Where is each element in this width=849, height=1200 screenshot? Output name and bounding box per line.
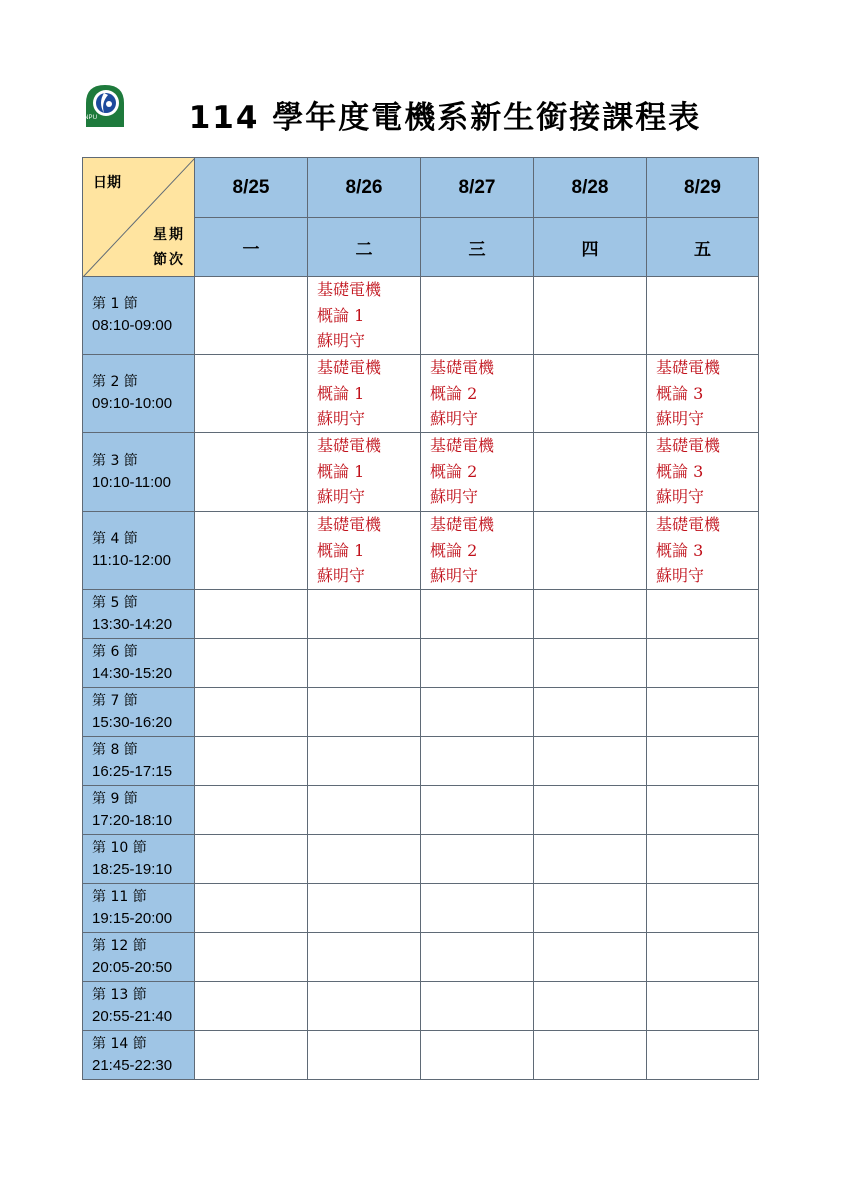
period-row (83, 355, 759, 433)
date-header: 8/28 (534, 158, 647, 218)
empty-cell (195, 737, 308, 786)
course-name: 基礎電機 (317, 358, 382, 377)
empty-cell (647, 835, 759, 884)
empty-cell (647, 688, 759, 737)
period-label: 第 4 節 (92, 531, 138, 547)
empty-cell (195, 982, 308, 1031)
period-time: 18:25-19:10 (92, 860, 173, 878)
empty-cell (195, 355, 308, 433)
period-row (83, 737, 759, 786)
period-cell (83, 433, 195, 512)
course-cell (647, 512, 759, 590)
empty-cell (534, 737, 647, 786)
course-section: 概論 2 (430, 540, 478, 560)
period-row (83, 786, 759, 835)
empty-cell (647, 590, 759, 639)
course-name: 基礎電機 (317, 436, 382, 455)
empty-cell (534, 1031, 647, 1080)
empty-cell (534, 590, 647, 639)
course-cell (421, 355, 534, 433)
course-instructor: 蘇明守 (430, 409, 479, 428)
period-row (83, 433, 759, 512)
course-name: 基礎電機 (430, 358, 495, 377)
empty-cell (308, 590, 421, 639)
period-label: 第 13 節 (92, 986, 147, 1003)
course-instructor: 蘇明守 (317, 409, 366, 428)
course-instructor: 蘇明守 (430, 566, 479, 585)
empty-cell (195, 933, 308, 982)
empty-cell (195, 639, 308, 688)
weekday-header: 一 (195, 218, 308, 277)
period-cell (83, 884, 195, 933)
period-time: 16:25-17:15 (92, 762, 173, 780)
date-header: 8/25 (195, 158, 308, 218)
period-cell (83, 786, 195, 835)
empty-cell (308, 982, 421, 1031)
empty-cell (421, 277, 534, 355)
course-instructor: 蘇明守 (656, 409, 705, 428)
empty-cell (308, 639, 421, 688)
period-row (83, 982, 759, 1031)
empty-cell (647, 884, 759, 933)
period-time: 20:55-21:40 (92, 1007, 173, 1025)
course-instructor: 蘇明守 (656, 566, 705, 585)
course-instructor: 蘇明守 (656, 487, 705, 506)
period-label: 第 10 節 (92, 839, 147, 856)
course-section: 概論 3 (656, 383, 704, 403)
empty-cell (421, 982, 534, 1031)
period-label: 第 6 節 (92, 643, 138, 660)
empty-cell (421, 835, 534, 884)
course-section: 概論 1 (317, 540, 365, 560)
corner-cell (83, 158, 195, 277)
period-time: 14:30-15:20 (92, 664, 173, 682)
course-cell (421, 512, 534, 590)
empty-cell (195, 277, 308, 355)
empty-cell (534, 688, 647, 737)
empty-cell (195, 835, 308, 884)
corner-weekday-label: 星期 (153, 227, 185, 243)
empty-cell (421, 884, 534, 933)
course-instructor: 蘇明守 (317, 487, 366, 506)
period-cell (83, 835, 195, 884)
period-row (83, 1031, 759, 1080)
empty-cell (195, 433, 308, 512)
period-time: 10:10-11:00 (92, 473, 171, 491)
period-label: 第 7 節 (92, 692, 138, 709)
empty-cell (534, 982, 647, 1031)
period-label: 第 1 節 (92, 296, 138, 312)
empty-cell (308, 1031, 421, 1080)
period-time: 20:05-20:50 (92, 958, 173, 976)
empty-cell (647, 737, 759, 786)
period-label: 第 2 節 (92, 374, 138, 390)
period-time: 15:30-16:20 (92, 713, 173, 731)
empty-cell (421, 639, 534, 688)
course-cell (308, 277, 421, 355)
empty-cell (195, 884, 308, 933)
period-label: 第 12 節 (92, 937, 147, 954)
period-row (83, 884, 759, 933)
empty-cell (195, 1031, 308, 1080)
course-section: 概論 3 (656, 540, 704, 560)
empty-cell (421, 688, 534, 737)
page-title: 114 學年度電機系新生銜接課程表 (188, 100, 702, 136)
period-label: 第 8 節 (92, 741, 138, 758)
empty-cell (421, 590, 534, 639)
course-section: 概論 2 (430, 461, 478, 481)
period-time: 11:10-12:00 (92, 552, 171, 569)
period-label: 第 5 節 (92, 594, 138, 611)
empty-cell (534, 433, 647, 512)
course-section: 概論 1 (317, 305, 365, 325)
empty-cell (421, 1031, 534, 1080)
course-name: 基礎電機 (317, 515, 382, 534)
course-instructor: 蘇明守 (317, 566, 366, 585)
course-name: 基礎電機 (317, 280, 382, 299)
period-row (83, 688, 759, 737)
period-cell (83, 512, 195, 590)
empty-cell (647, 933, 759, 982)
course-cell (308, 512, 421, 590)
period-cell (83, 639, 195, 688)
empty-cell (421, 786, 534, 835)
empty-cell (534, 512, 647, 590)
period-time: 08:10-09:00 (92, 317, 173, 334)
period-label: 第 11 節 (92, 888, 147, 905)
course-cell (647, 355, 759, 433)
empty-cell (534, 277, 647, 355)
period-cell (83, 590, 195, 639)
schedule-table (82, 157, 759, 1080)
course-cell (308, 355, 421, 433)
period-time: 09:10-10:00 (92, 395, 173, 412)
empty-cell (308, 737, 421, 786)
empty-cell (308, 933, 421, 982)
period-cell (83, 982, 195, 1031)
period-row (83, 277, 759, 355)
empty-cell (421, 933, 534, 982)
empty-cell (647, 639, 759, 688)
empty-cell (647, 277, 759, 355)
date-header: 8/29 (647, 158, 759, 218)
period-row (83, 639, 759, 688)
period-cell (83, 688, 195, 737)
empty-cell (534, 933, 647, 982)
period-row (83, 933, 759, 982)
period-time: 17:20-18:10 (92, 811, 173, 829)
period-row (83, 512, 759, 590)
empty-cell (647, 786, 759, 835)
course-section: 概論 2 (430, 383, 478, 403)
period-row (83, 590, 759, 639)
date-header: 8/26 (308, 158, 421, 218)
period-cell (83, 737, 195, 786)
corner-period-label: 節次 (153, 252, 185, 268)
period-cell (83, 355, 195, 433)
empty-cell (534, 639, 647, 688)
empty-cell (534, 355, 647, 433)
course-section: 概論 1 (317, 383, 365, 403)
course-instructor: 蘇明守 (317, 331, 366, 350)
course-section: 概論 3 (656, 461, 704, 481)
course-section: 概論 1 (317, 461, 365, 481)
period-row (83, 835, 759, 884)
course-name: 基礎電機 (430, 515, 495, 534)
period-label: 第 3 節 (92, 452, 138, 469)
corner-date-label: 日期 (93, 175, 121, 191)
empty-cell (195, 786, 308, 835)
period-label: 第 9 節 (92, 790, 138, 807)
empty-cell (647, 982, 759, 1031)
course-name: 基礎電機 (656, 358, 721, 377)
period-cell (83, 1031, 195, 1080)
period-time: 19:15-20:00 (92, 909, 173, 927)
course-name: 基礎電機 (656, 436, 721, 455)
empty-cell (308, 884, 421, 933)
weekday-header: 二 (308, 218, 421, 277)
empty-cell (308, 688, 421, 737)
weekday-header: 四 (534, 218, 647, 277)
course-cell (421, 433, 534, 512)
empty-cell (534, 835, 647, 884)
empty-cell (308, 786, 421, 835)
period-time: 13:30-14:20 (92, 615, 173, 633)
course-cell (647, 433, 759, 512)
course-name: 基礎電機 (430, 436, 495, 455)
empty-cell (534, 884, 647, 933)
empty-cell (534, 786, 647, 835)
logo-text: NPU (84, 115, 98, 121)
empty-cell (647, 1031, 759, 1080)
empty-cell (421, 737, 534, 786)
empty-cell (308, 835, 421, 884)
period-cell (83, 933, 195, 982)
period-time: 21:45-22:30 (92, 1056, 173, 1074)
weekday-header: 五 (647, 218, 759, 277)
empty-cell (195, 512, 308, 590)
period-cell (83, 277, 195, 355)
empty-cell (195, 688, 308, 737)
course-instructor: 蘇明守 (430, 487, 479, 506)
empty-cell (195, 590, 308, 639)
date-header: 8/27 (421, 158, 534, 218)
course-cell (308, 433, 421, 512)
course-name: 基礎電機 (656, 515, 721, 534)
weekday-header: 三 (421, 218, 534, 277)
period-label: 第 14 節 (92, 1035, 147, 1052)
